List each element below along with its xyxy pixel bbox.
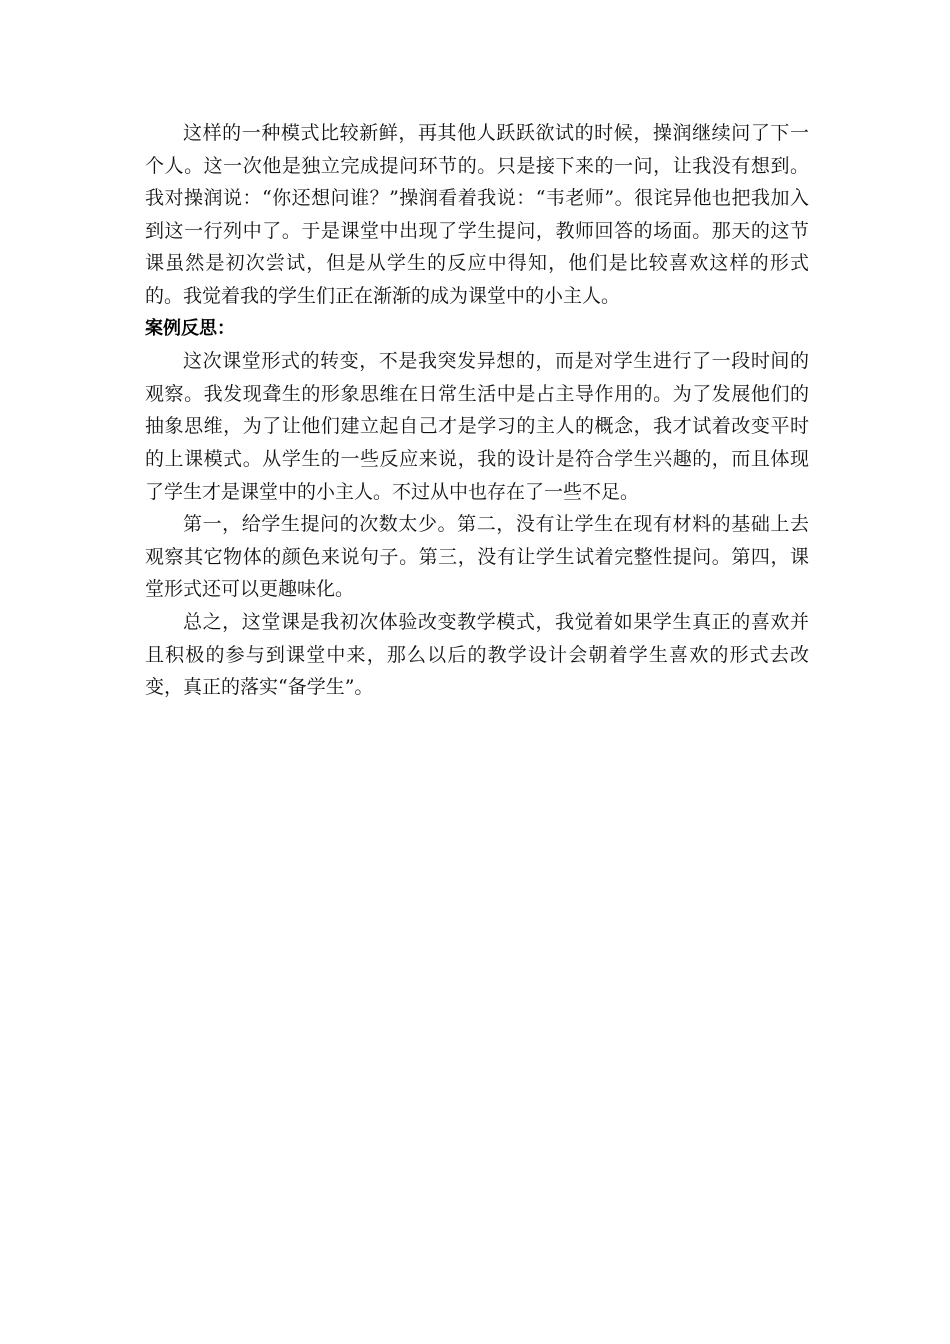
body-paragraph-4: 总之，这堂课是我初次体验改变教学模式，我觉着如果学生真正的喜欢并且积极的参与到课堂中来，那么以后的教学设计会朝着学生喜欢的形式去改变，真正的落实“备学生”。 bbox=[145, 610, 809, 699]
section-heading: 案例反思： bbox=[145, 317, 235, 339]
document-body bbox=[145, 117, 809, 704]
body-paragraph-2: 这次课堂形式的转变，不是我突发异想的，而是对学生进行了一段时间的观察。我发现聋生的形象思维在日常生活中是占主导作用的。为了发展他们的抽象思维，为了让他们建立起自己才是学习的主人的概念，我才试着改变平时的上课模式。从学生的一些反应来说，我的设计是符合学生兴趣的，而且体现了学生才是课堂中的小主人。不过从中也存在了一些不足。 bbox=[145, 350, 809, 503]
body-paragraph-1: 这样的一种模式比较新鲜，再其他人跃跃欲试的时候，操润继续问了下一个人。这一次他是独立完成提问环节的。只是接下来的一问，让我没有想到。我对操润说：“你还想问谁？”操润看着我说：“韦老师”。很诧异他也把我加入到这一行列中了。于是课堂中出现了学生提问，教师回答的场面。那天的这节课虽然是初次尝试，但是从学生的反应中得知，他们是比较喜欢这样的形式的。我觉着我的学生们正在渐渐的成为课堂中的小主人。 bbox=[145, 122, 809, 307]
body-paragraph-3: 第一，给学生提问的次数太少。第二，没有让学生在现有材料的基础上去观察其它物体的颜色来说句子。第三，没有让学生试着完整性提问。第四，课堂形式还可以更趣味化。 bbox=[145, 513, 809, 601]
